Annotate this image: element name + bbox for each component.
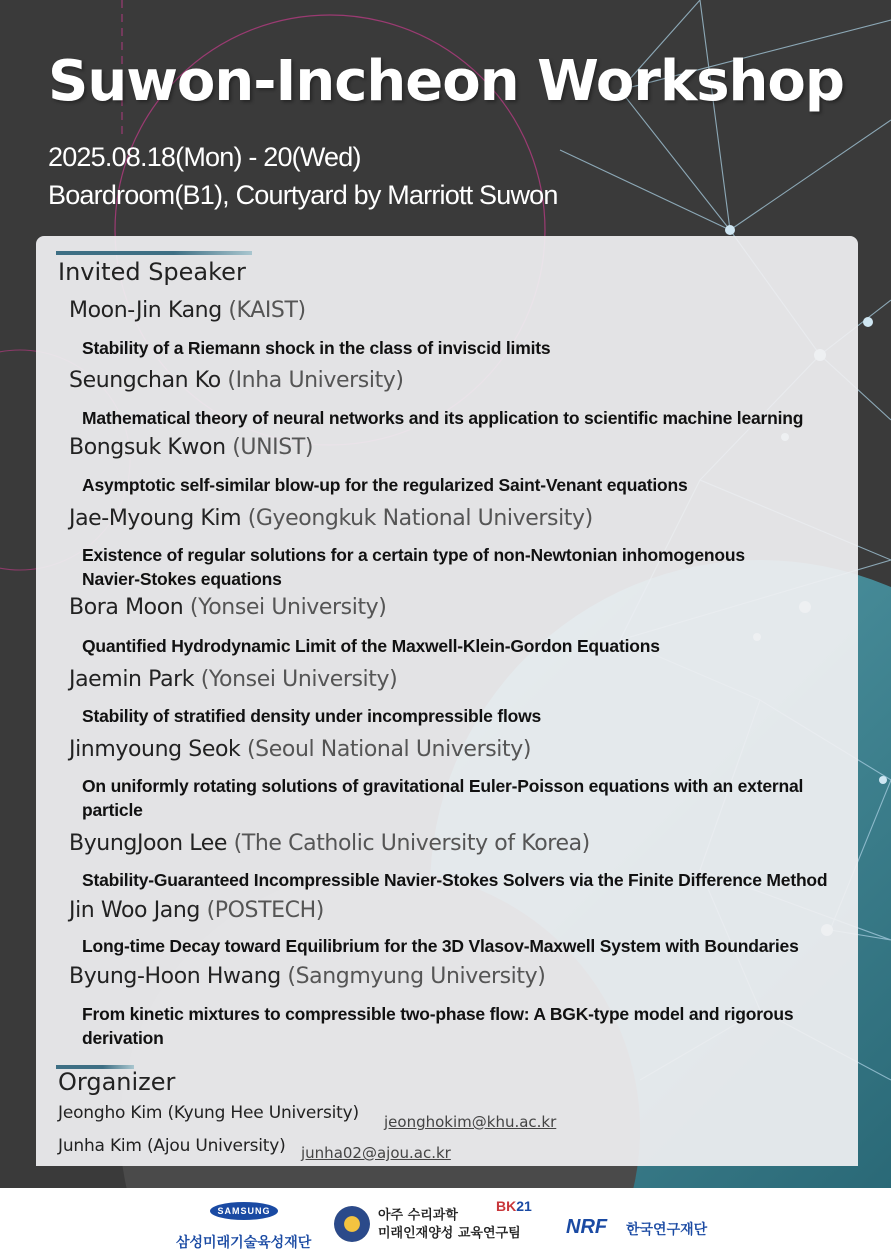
talk-title: From kinetic mixtures to compressible two-phase flow: A BGK-type model and rigorous derivation: [82, 1004, 794, 1048]
speaker-affiliation: (Seoul National University): [247, 737, 532, 762]
organizer-heading: Organizer: [58, 1068, 176, 1096]
speaker-affiliation: (Yonsei University): [200, 667, 398, 692]
event-date: 2025.08.18(Mon) - 20(Wed): [48, 142, 361, 172]
speaker-name-text: Moon-Jin Kang: [69, 298, 222, 323]
sponsor-footer: [0, 1188, 891, 1260]
organizer-name: Jeongho Kim (Kyung Hee University): [58, 1103, 359, 1123]
speaker-name-text: Bora Moon: [69, 595, 184, 620]
talk-title: Quantified Hydrodynamic Limit of the Maxwell-Klein-Gordon Equations: [82, 636, 660, 656]
talk-title: Mathematical theory of neural networks and its application to scientific machine learning: [82, 408, 804, 428]
speaker-name: [69, 435, 313, 460]
talk-title: On uniformly rotating solutions of gravitational Euler-Poisson equations with an external particle: [82, 776, 804, 820]
speaker-name-text: Seungchan Ko: [69, 368, 221, 393]
talk-title: Stability-Guaranteed Incompressible Navier-Stokes Solvers via the Finite Difference Method: [82, 870, 828, 890]
speaker-affiliation: (POSTECH): [206, 898, 324, 923]
samsung-wordmark: SAMSUNG: [210, 1202, 278, 1220]
speaker-name-text: ByungJoon Lee: [69, 831, 228, 856]
talk-title: Long-time Decay toward Equilibrium for the 3D Vlasov-Maxwell System with Boundaries: [82, 936, 799, 956]
speaker-name-text: Jin Woo Jang: [69, 898, 200, 923]
speaker-name: [69, 831, 590, 856]
speaker-name: [69, 964, 545, 989]
organizer-email-link[interactable]: junha02@ajou.ac.kr: [301, 1144, 451, 1162]
organizer-name: Junha Kim (Ajou University): [58, 1136, 286, 1156]
speakers-heading: Invited Speaker: [58, 258, 246, 286]
speaker-name: [69, 368, 404, 393]
samsung-foundation-logo: [176, 1198, 316, 1254]
speaker-name: [69, 506, 593, 531]
speaker-affiliation: (Sangmyung University): [287, 964, 546, 989]
talk-title: Existence of regular solutions for a certain type of non-Newtonian inhomogenous Navier-Stokes equations: [82, 545, 745, 589]
speaker-affiliation: (Gyeongkuk National University): [247, 506, 593, 531]
talk-title: Asymptotic self-similar blow-up for the regularized Saint-Venant equations: [82, 475, 688, 495]
ajou-seal-icon: [334, 1206, 370, 1242]
header: [48, 40, 868, 214]
speaker-name: [69, 737, 531, 762]
content-panel: [36, 236, 858, 1166]
nrf-wordmark: NRF: [566, 1216, 608, 1238]
ajou-bk21-logo: [334, 1198, 544, 1254]
speaker-name: [69, 298, 306, 323]
speaker-affiliation: (KAIST): [228, 298, 306, 323]
speaker-affiliation: (Inha University): [227, 368, 404, 393]
speaker-name: [69, 595, 387, 620]
talk-title: Stability of stratified density under incompressible flows: [82, 706, 542, 726]
nrf-logo: [566, 1198, 726, 1254]
bk21-number-text: 21: [516, 1198, 532, 1214]
talk-title: Stability of a Riemann shock in the class of inviscid limits: [82, 338, 551, 358]
bk21-bk-text: BK: [496, 1198, 517, 1214]
event-venue: Boardroom(B1), Courtyard by Marriott Suwon: [48, 180, 558, 210]
samsung-foundation-name: 삼성미래기술육성재단: [176, 1235, 312, 1251]
speaker-name-text: Jinmyoung Seok: [69, 737, 241, 762]
ajou-team-line2: 미래인재양성 교육연구팀: [378, 1226, 521, 1241]
speaker-affiliation: (The Catholic University of Korea): [233, 831, 590, 856]
bk21-logo: [496, 1198, 532, 1214]
nrf-name: 한국연구재단: [626, 1222, 708, 1238]
section-divider: [56, 251, 252, 255]
speaker-name: [69, 667, 397, 692]
speaker-affiliation: (UNIST): [232, 435, 314, 460]
speaker-name-text: Jaemin Park: [69, 667, 195, 692]
speaker-affiliation: (Yonsei University): [189, 595, 387, 620]
page-title: Suwon-Incheon Workshop: [48, 49, 844, 114]
speaker-name-text: Byung-Hoon Hwang: [69, 964, 281, 989]
speaker-name: [69, 898, 324, 923]
organizer-email-link[interactable]: jeonghokim@khu.ac.kr: [384, 1113, 557, 1131]
ajou-team-line1: 아주 수리과학: [378, 1208, 458, 1223]
speaker-name-text: Bongsuk Kwon: [69, 435, 226, 460]
speaker-name-text: Jae-Myoung Kim: [69, 506, 242, 531]
